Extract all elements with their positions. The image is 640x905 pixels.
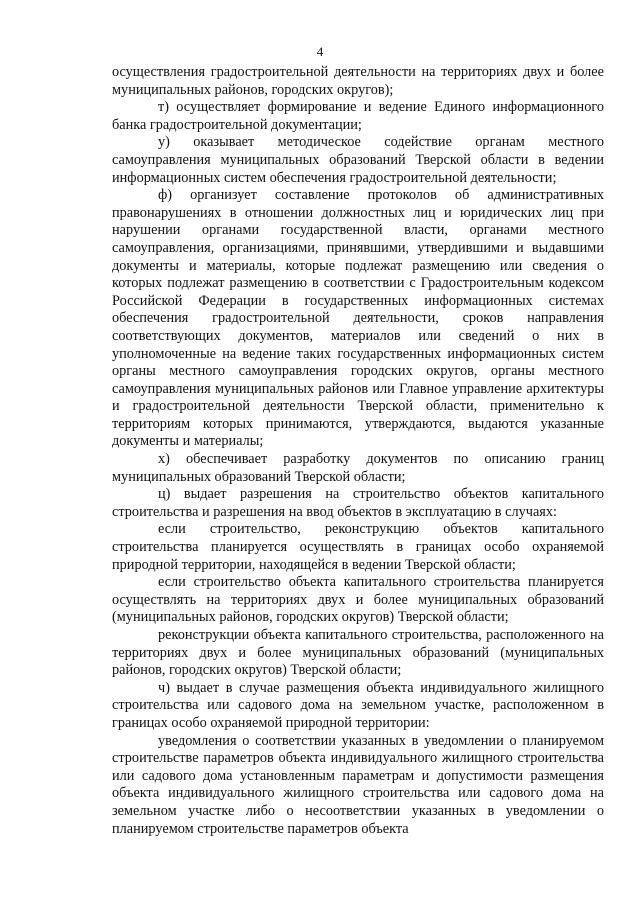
document-body	[112, 64, 604, 838]
paragraph-case-multiple-municipalities: если строительство объекта капитального строительства планируется осуществлять на территориях двух и более муниципальных образований (муниципальных районов, городских округов) Тверской области;	[112, 574, 604, 626]
page-number: 4	[316, 44, 324, 59]
paragraph-item-f: ф) организует составление протоколов об административных правонарушениях в отношении должностных лиц и юридических лиц при нарушении органами государственной власти, органами местного самоуправления, организациями, принявшими, утвердившими и выдавшими документы и материалы, которые подлежат размещению или сведения о которых подлежат размещению в соответствии с Градостроительным кодексом Российской Федерации в государственных информационных системах обеспечения градостроительной деятельности, сроков направления соответствующих документов, материалов или сведений о них в уполномоченные на ведение таких государственных информационных систем органы местного самоуправления городских округов, органы местного самоуправления муниципальных районов или Главное управление архитектуры и градостроительной деятельности Тверской области, применительно к территориям которых принимаются, утверждаются, выдаются указанные документы и материалы;	[112, 187, 604, 450]
paragraph-item-kh: х) обеспечивает разработку документов по описанию границ муниципальных образований Тверской области;	[112, 451, 604, 485]
paragraph-notifications: уведомления о соответствии указанных в уведомлении о планируемом строительстве параметров объекта индивидуального жилищного строительства или садового дома установленным параметрам и допустимости размещения объекта индивидуального жилищного строительства или садового дома на земельном участке либо о несоответствии указанных в уведомлении о планируемом строительстве параметров объекта	[112, 732, 604, 837]
paragraph-item-u: у) оказывает методическое содействие органам местного самоуправления муниципальных образований Тверской области в ведении информационных систем обеспечения градостроительной деятельности;	[112, 134, 604, 186]
paragraph-item-ch: ч) выдает в случае размещения объекта индивидуального жилищного строительства или садового дома на земельном участке, расположенном в границах особо охраняемой природной территории:	[112, 679, 604, 731]
paragraph-continuation: осуществления градостроительной деятельности на территориях двух и более муниципальных районов, городских округов);	[112, 64, 604, 98]
paragraph-case-protected-territory: если строительство, реконструкцию объектов капитального строительства планируется осуществлять в границах особо охраняемой природной территории, находящейся в ведении Тверской области;	[112, 521, 604, 573]
paragraph-item-ts: ц) выдает разрешения на строительство объектов капитального строительства и разрешения на ввод объектов в эксплуатацию в случаях:	[112, 486, 604, 520]
paragraph-item-t: т) осуществляет формирование и ведение Единого информационного банка градостроительной документации;	[112, 99, 604, 133]
paragraph-case-reconstruction: реконструкции объекта капитального строительства, расположенного на территориях двух и более муниципальных образований (муниципальных районов, городских округов) Тверской области;	[112, 627, 604, 679]
